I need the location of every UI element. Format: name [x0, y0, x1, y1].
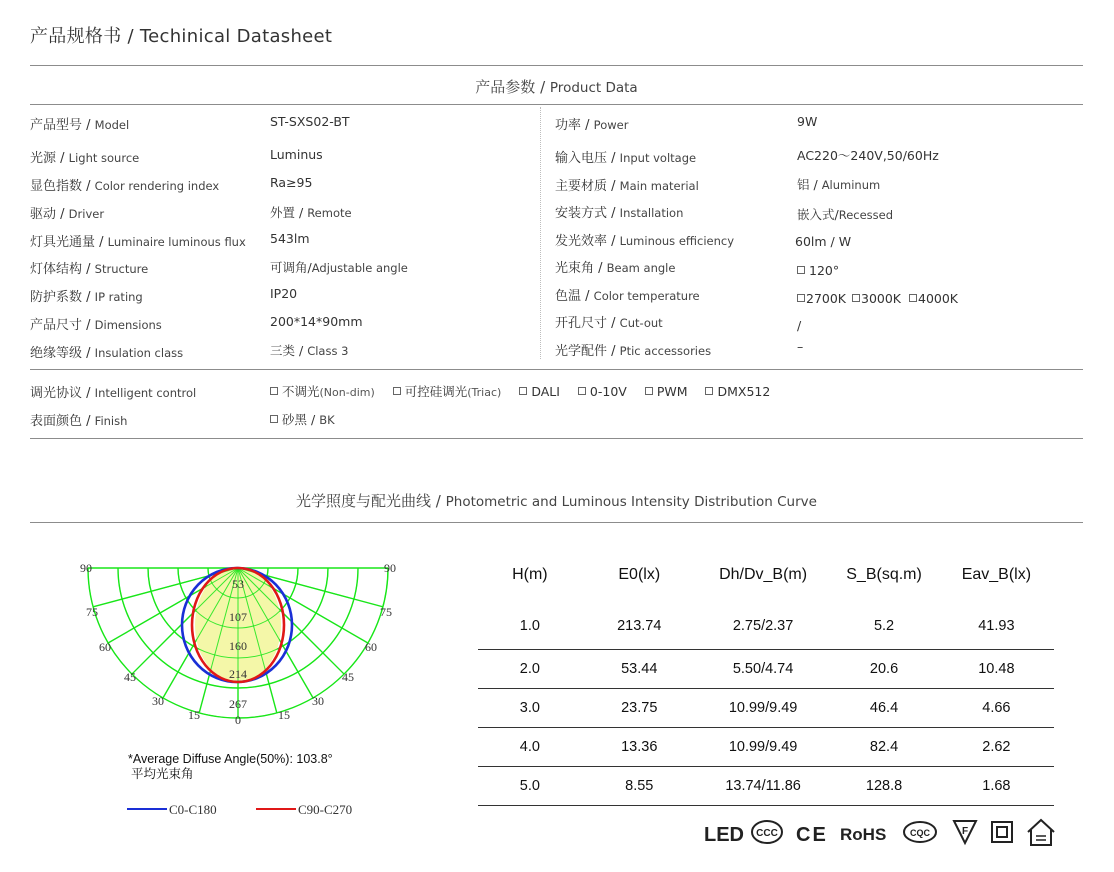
- table-cell: 5.0: [478, 767, 582, 806]
- table-cell: 13.74/11.86: [697, 767, 829, 806]
- table-cell: 46.4: [829, 689, 938, 728]
- checkbox-icon[interactable]: [909, 294, 917, 302]
- note-text-cn: 平均光束角: [131, 767, 194, 781]
- table-body: [478, 598, 1054, 806]
- legend-label: C90-C270: [298, 802, 353, 817]
- table-cell: 2.62: [939, 728, 1054, 767]
- spec-value-model: ST-SXS02-BT: [270, 114, 350, 129]
- table-cell: 82.4: [829, 728, 938, 767]
- spec-label-en: Intelligent control: [94, 386, 197, 400]
- ce-mark: CE: [796, 824, 828, 846]
- spec-label-material: 主要材质 / Main material: [555, 179, 699, 194]
- spec-label-cn: 产品型号: [30, 118, 83, 133]
- spec-label-cn: 主要材质: [555, 179, 608, 194]
- table-cell: 1.0: [478, 598, 582, 650]
- spec-label-driver: 驱动 / Driver: [30, 207, 105, 222]
- spec-label-en: Finish: [94, 414, 128, 428]
- checkbox-icon[interactable]: [578, 387, 586, 395]
- spec-value-finish: 砂黑 / BK: [270, 410, 335, 428]
- polar-labels: [80, 561, 396, 727]
- cqc-text: CQC: [910, 828, 930, 838]
- angle-label: 45: [124, 670, 136, 684]
- angle-label: 45: [342, 670, 354, 684]
- spec-label-en: Dimensions: [94, 318, 162, 332]
- spec-value-structure: 可调角/Adjustable angle: [270, 260, 408, 275]
- photometric-title-en: Photometric and Luminous Intensity Distribution Curve: [445, 494, 817, 510]
- checkbox-icon[interactable]: [852, 294, 860, 302]
- polar-distribution-chart: [70, 550, 410, 735]
- spec-value-driver: 外置 / Remote: [270, 205, 352, 220]
- spec-value-cn: 可调角: [270, 260, 308, 275]
- divider: [30, 65, 1083, 66]
- column-header: S_B(sq.m): [846, 566, 922, 583]
- option-en: DMX512: [717, 384, 771, 399]
- column-header: H(m): [512, 566, 548, 583]
- photometric-table: [478, 552, 1054, 806]
- spec-value-cn: 铝: [797, 177, 810, 192]
- table-cell: 2.75/2.37: [697, 598, 829, 650]
- spec-label-en: Model: [94, 118, 130, 132]
- cqc-mark: [904, 822, 936, 842]
- spec-label-cn: 发光效率: [555, 234, 608, 249]
- ring-label: 267: [229, 697, 247, 711]
- beam-angle-value: 120°: [809, 263, 840, 278]
- spec-value-en: BK: [319, 413, 335, 427]
- control-option-triac[interactable]: [393, 382, 502, 400]
- f-text: F: [961, 826, 969, 837]
- angle-label: 15: [188, 708, 200, 722]
- spec-value-en: Aluminum: [821, 178, 881, 192]
- spec-value-insulation: 三类 / Class 3: [270, 343, 349, 358]
- table-row: [478, 767, 1054, 806]
- column-header: Eav_B(lx): [961, 566, 1032, 583]
- spec-label-en: IP rating: [94, 290, 143, 304]
- page-title: 产品规格书 / Techinical Datasheet: [30, 26, 333, 47]
- spec-label-en: Power: [593, 118, 629, 132]
- spec-label-en: Luminous efficiency: [619, 234, 735, 248]
- table-cell: 10.99/9.49: [697, 689, 829, 728]
- spec-label-en: Beam angle: [606, 261, 676, 275]
- spec-label-cn: 光学配件: [555, 344, 608, 359]
- legend-label: C0-C180: [169, 802, 217, 817]
- spec-label-cn: 输入电压: [555, 151, 608, 166]
- spec-label-cn: 绝缘等级: [30, 346, 83, 361]
- spec-label-control: 调光协议 / Intelligent control: [30, 386, 197, 401]
- led-mark: LED: [704, 824, 744, 846]
- table-cell: 3.0: [478, 689, 582, 728]
- ring-label: 160: [229, 639, 247, 653]
- spec-value-cn: 嵌入式: [797, 207, 835, 222]
- spec-label-model: 产品型号 / Model: [30, 118, 130, 133]
- table-row: [478, 598, 1054, 650]
- spec-label-beam-angle: 光束角 / Beam angle: [555, 261, 676, 276]
- class-ii-icon: [992, 822, 1012, 842]
- spec-label-en: Input voltage: [619, 151, 697, 165]
- product-data-title-cn: 产品参数: [475, 78, 536, 96]
- table-cell: 5.50/4.74: [697, 650, 829, 689]
- indoor-use-icon: [1028, 820, 1054, 845]
- spec-label-cn: 灯体结构: [30, 262, 83, 277]
- spec-label-en: Main material: [619, 179, 699, 193]
- checkbox-icon[interactable]: [270, 387, 278, 395]
- average-diffuse-angle-note: [128, 752, 333, 782]
- angle-label: 0: [235, 713, 241, 727]
- divider: [30, 522, 1083, 523]
- spec-label-cn: 色温: [555, 289, 582, 304]
- spec-label-en: Color rendering index: [94, 179, 220, 193]
- spec-label-en: Cut-out: [619, 316, 663, 330]
- spec-label-cn: 开孔尺寸: [555, 316, 608, 331]
- spec-value-cutout: /: [797, 318, 802, 333]
- spec-value-efficiency: 60lm / W: [795, 234, 852, 249]
- control-option-dali[interactable]: [519, 384, 560, 399]
- spec-label-cutout: 开孔尺寸 / Cut-out: [555, 316, 663, 331]
- table-cell: 8.55: [582, 767, 697, 806]
- table-cell: 2.0: [478, 650, 582, 689]
- spec-label-cn: 光束角: [555, 261, 595, 276]
- checkbox-icon[interactable]: [270, 415, 278, 423]
- column-header: E0(lx): [618, 566, 661, 583]
- spec-label-cri: 显色指数 / Color rendering index: [30, 179, 220, 194]
- spec-value-dimensions: 200*14*90mm: [270, 314, 363, 329]
- f-mark: [954, 821, 976, 843]
- table-cell: 20.6: [829, 650, 938, 689]
- option-en: (Non-dim): [319, 386, 375, 399]
- column-header: Dh/Dv_B(m): [719, 566, 808, 583]
- title-en: Techinical Datasheet: [139, 26, 333, 47]
- spec-value-flux: 543lm: [270, 231, 310, 246]
- spec-label-cn: 调光协议: [30, 386, 83, 401]
- table-header-row: [478, 552, 1054, 598]
- spec-label-finish: 表面颜色 / Finish: [30, 414, 128, 429]
- spec-label-structure: 灯体结构 / Structure: [30, 262, 149, 277]
- divider: [30, 369, 1083, 370]
- option-cn: 可控硅调光: [404, 384, 468, 399]
- cct-option: 4000K: [918, 291, 959, 306]
- spec-label-light-source: 光源 / Light source: [30, 151, 140, 166]
- option-en: DALI: [531, 384, 560, 399]
- certification-marks: [700, 812, 1060, 852]
- spec-value-cn: 砂黑: [282, 412, 308, 427]
- spec-label-en: Insulation class: [94, 346, 184, 360]
- spec-label-cn: 产品尺寸: [30, 318, 83, 333]
- divider: [30, 438, 1083, 439]
- spec-label-cn: 功率: [555, 118, 582, 133]
- spec-value-color-temp: [797, 291, 958, 306]
- spec-label-en: Structure: [94, 262, 149, 276]
- spec-label-power: 功率 / Power: [555, 118, 629, 133]
- spec-value-en: Adjustable angle: [311, 261, 408, 275]
- spec-label-cn: 驱动: [30, 207, 57, 222]
- legend-swatch-red: [256, 808, 296, 810]
- checkbox-icon[interactable]: [393, 387, 401, 395]
- spec-label-cn: 防护系数: [30, 290, 83, 305]
- angle-label: 30: [312, 694, 324, 708]
- angle-label: 75: [86, 605, 98, 619]
- spec-label-en: Driver: [68, 207, 105, 221]
- checkbox-icon[interactable]: [519, 387, 527, 395]
- spec-label-cn: 显色指数: [30, 179, 83, 194]
- spec-label-flux: 灯具光通量 / Luminaire luminous flux: [30, 235, 246, 250]
- table-cell: 4.66: [939, 689, 1054, 728]
- spec-label-cn: 光源: [30, 151, 57, 166]
- spec-label-en: Color temperature: [593, 289, 700, 303]
- ring-label: 214: [229, 667, 247, 681]
- cct-option: 3000K: [861, 291, 902, 306]
- table-cell: 41.93: [939, 598, 1054, 650]
- control-option-dmx512[interactable]: [705, 384, 770, 399]
- table-cell: 53.44: [582, 650, 697, 689]
- spec-value-cri: Ra≥95: [270, 175, 313, 190]
- checkbox-icon[interactable]: [645, 387, 653, 395]
- spec-label-color-temp: 色温 / Color temperature: [555, 289, 700, 304]
- table-cell: 128.8: [829, 767, 938, 806]
- ring-label: 107: [229, 610, 247, 624]
- spec-value-en: Class 3: [307, 344, 349, 358]
- table-cell: 1.68: [939, 767, 1054, 806]
- spec-value-input-voltage: AC220～240V,50/60Hz: [797, 148, 939, 163]
- table-cell: 23.75: [582, 689, 697, 728]
- legend-item-c0-c180: [127, 802, 217, 818]
- spec-label-en: Ptic accessories: [619, 344, 712, 358]
- angle-label: 15: [278, 708, 290, 722]
- angle-label: 60: [99, 640, 111, 654]
- option-en: (Triac): [467, 386, 502, 399]
- product-data-heading: 产品参数 / Product Data: [475, 78, 638, 96]
- spec-value-ip-rating: IP20: [270, 286, 298, 301]
- checkbox-icon[interactable]: [797, 266, 805, 274]
- spec-value-en: Remote: [307, 206, 352, 220]
- table-cell: 10.48: [939, 650, 1054, 689]
- spec-label-en: Installation: [619, 206, 684, 220]
- spec-label-ip-rating: 防护系数 / IP rating: [30, 290, 143, 305]
- divider: [30, 104, 1083, 105]
- spec-value-installation: 嵌入式/Recessed: [797, 207, 894, 222]
- title-cn: 产品规格书: [30, 26, 122, 47]
- table-cell: 13.36: [582, 728, 697, 767]
- spec-value-power: 9W: [797, 114, 818, 129]
- checkbox-icon[interactable]: [797, 294, 805, 302]
- ccc-mark: [752, 821, 782, 843]
- spec-label-cn: 表面颜色: [30, 414, 83, 429]
- angle-label: 90: [384, 561, 396, 575]
- option-en: PWM: [656, 384, 688, 399]
- angle-label: 90: [80, 561, 92, 575]
- spec-label-cn: 安装方式: [555, 206, 608, 221]
- angle-label: 75: [380, 605, 392, 619]
- spec-value-accessories: –: [797, 339, 804, 354]
- photometric-title-cn: 光学照度与配光曲线: [296, 492, 432, 510]
- product-data-title-en: Product Data: [549, 80, 638, 96]
- table-row: [478, 728, 1054, 767]
- ring-label: 53: [232, 577, 244, 591]
- spec-label-insulation: 绝缘等级 / Insulation class: [30, 346, 184, 361]
- table-cell: 4.0: [478, 728, 582, 767]
- spec-label-installation: 安装方式 / Installation: [555, 206, 684, 221]
- option-cn: 不调光: [282, 384, 320, 399]
- spec-label-cn: 灯具光通量: [30, 235, 96, 250]
- control-option-non-dim[interactable]: [270, 382, 375, 400]
- spec-label-efficiency: 发光效率 / Luminous efficiency: [555, 234, 735, 249]
- spec-label-accessories: 光学配件 / Ptic accessories: [555, 344, 712, 359]
- spec-value-beam-angle: [797, 263, 839, 278]
- option-en: 0-10V: [589, 384, 627, 399]
- table-cell: 5.2: [829, 598, 938, 650]
- spec-label-en: Luminaire luminous flux: [107, 235, 246, 249]
- spec-value-material: 铝 / Aluminum: [797, 177, 881, 192]
- cct-option: 2700K: [806, 291, 847, 306]
- angle-label: 60: [365, 640, 377, 654]
- control-option-pwm[interactable]: [645, 384, 688, 399]
- control-options: [270, 382, 784, 400]
- legend-swatch-blue: [127, 808, 167, 810]
- photometric-heading: 光学照度与配光曲线 / Photometric and Luminous Intensity Distribution Curve: [296, 492, 817, 510]
- spec-value-light-source: Luminus: [270, 147, 323, 162]
- note-text-en: *Average Diffuse Angle(50%): 103.8°: [128, 752, 333, 766]
- legend-item-c90-c270: [256, 802, 352, 818]
- spec-value-en: Recessed: [838, 208, 894, 222]
- column-divider: [540, 107, 541, 359]
- control-option-0-10v[interactable]: [578, 384, 627, 399]
- ccc-text: CCC: [756, 828, 778, 839]
- table-cell: 10.99/9.49: [697, 728, 829, 767]
- spec-value-cn: 三类: [270, 343, 296, 358]
- spec-label-en: Light source: [68, 151, 140, 165]
- spec-value-cn: 外置: [270, 205, 296, 220]
- table-row: [478, 650, 1054, 689]
- angle-label: 30: [152, 694, 164, 708]
- table-row: [478, 689, 1054, 728]
- table-cell: 213.74: [582, 598, 697, 650]
- spec-label-input-voltage: 输入电压 / Input voltage: [555, 151, 697, 166]
- rohs-mark: RoHS: [840, 825, 887, 844]
- spec-label-dimensions: 产品尺寸 / Dimensions: [30, 318, 162, 333]
- checkbox-icon[interactable]: [705, 387, 713, 395]
